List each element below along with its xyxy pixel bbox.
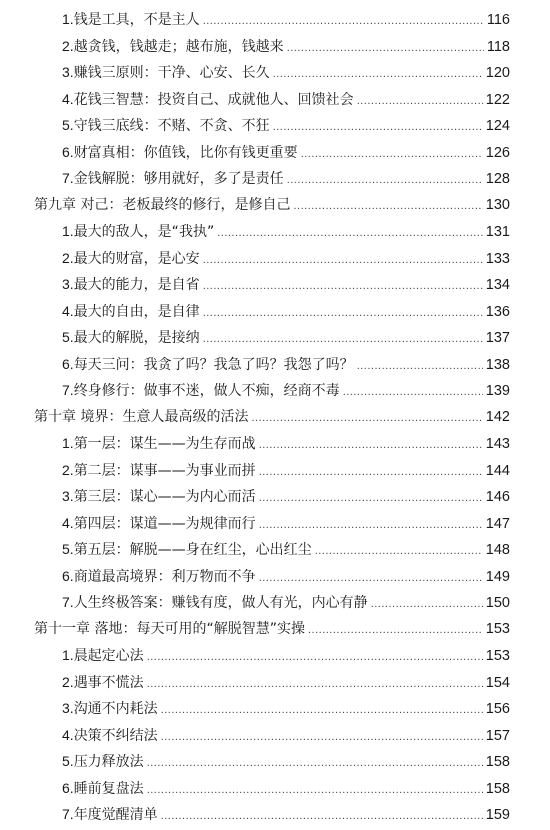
dot-leader — [161, 803, 483, 830]
entry-page-number: 153 — [485, 620, 510, 637]
toc-section-entry[interactable] — [0, 801, 550, 828]
entry-title: 商道最高境界：利万物而不争 — [73, 568, 256, 585]
dot-leader — [371, 591, 483, 618]
dot-leader — [259, 512, 483, 539]
entry-number: 6. — [62, 355, 74, 372]
dot-leader — [203, 273, 483, 300]
entry-title: 最大的敌人，是“我执” — [73, 224, 215, 240]
toc-section-entry[interactable] — [0, 324, 550, 351]
entry-page-number: 148 — [485, 542, 510, 558]
entry-title: 第二层：谋事——为事业而拼 — [73, 462, 256, 479]
toc-section-entry[interactable] — [0, 483, 550, 510]
dot-leader — [357, 88, 483, 115]
toc-section-entry[interactable] — [0, 775, 550, 802]
dot-leader — [293, 193, 482, 220]
dot-leader — [315, 538, 483, 565]
entry-number: 1. — [62, 223, 74, 239]
entry-title: 越贪钱，钱越走；越布施，钱越来 — [73, 38, 284, 55]
entry-title: 遇事不慌法 — [73, 674, 144, 691]
toc-chapter-entry[interactable] — [0, 192, 550, 219]
entry-page-number: 131 — [485, 224, 510, 240]
entry-title: 花钱三智慧：投资自己、成就他人、回馈社会 — [73, 91, 354, 108]
toc-section-entry[interactable] — [0, 748, 550, 775]
entry-page-number: 133 — [485, 250, 510, 267]
toc-section-entry[interactable] — [0, 669, 550, 696]
toc-section-entry[interactable] — [0, 351, 550, 378]
entry-title: 沟通不内耗法 — [73, 701, 158, 717]
entry-page-number: 156 — [485, 701, 510, 717]
toc-section-entry[interactable] — [0, 430, 550, 457]
dot-leader — [259, 432, 483, 459]
dot-leader — [203, 8, 484, 35]
entry-number: 3. — [62, 488, 74, 504]
dot-leader — [161, 724, 483, 751]
dot-leader — [259, 485, 483, 512]
entry-page-number: 157 — [485, 727, 510, 744]
entry-title: 人生终极答案：赚钱有度，做人有光，内心有静 — [73, 595, 368, 611]
entry-title: 第十一章 落地：每天可用的“解脱智慧”实操 — [34, 620, 305, 637]
entry-page-number: 138 — [485, 356, 510, 373]
dot-leader — [203, 247, 483, 274]
entry-title: 第三层：谋心——为内心而活 — [73, 489, 256, 505]
entry-number: 1. — [62, 435, 74, 451]
entry-page-number: 146 — [485, 489, 510, 505]
toc-section-entry[interactable] — [0, 112, 550, 139]
entry-number: 3. — [62, 276, 74, 292]
toc-section-entry[interactable] — [0, 536, 550, 563]
dot-leader — [287, 35, 484, 62]
toc-section-entry[interactable] — [0, 139, 550, 166]
dot-leader — [147, 777, 483, 804]
dot-leader — [203, 300, 483, 327]
dot-leader — [357, 353, 483, 380]
dot-leader — [203, 326, 483, 353]
entry-number: 1. — [62, 647, 74, 663]
dot-leader — [308, 617, 483, 644]
entry-title: 财富真相：你值钱，比你有钱更重要 — [73, 144, 298, 161]
entry-title: 第十章 境界：生意人最高级的活法 — [34, 408, 249, 425]
entry-page-number: 116 — [486, 12, 510, 28]
entry-title: 守钱三底线：不赌、不贪、不狂 — [73, 118, 270, 134]
entry-page-number: 147 — [485, 515, 510, 532]
entry-number: 5. — [62, 753, 74, 769]
toc-section-entry[interactable] — [0, 271, 550, 298]
dot-leader — [147, 671, 483, 698]
entry-number: 2. — [62, 37, 74, 54]
entry-title: 赚钱三原则：干净、心安、长久 — [73, 65, 270, 81]
toc-section-entry[interactable] — [0, 33, 550, 60]
toc-section-entry[interactable] — [0, 722, 550, 749]
entry-page-number: 143 — [485, 436, 510, 452]
dot-leader — [147, 750, 483, 777]
entry-title: 最大的解脱，是接纳 — [73, 330, 200, 346]
dot-leader — [273, 114, 483, 141]
entry-number: 6. — [62, 779, 74, 796]
entry-page-number: 159 — [485, 807, 510, 823]
dot-leader — [343, 379, 483, 406]
entry-number: 7. — [62, 382, 74, 398]
entry-number: 7. — [62, 806, 74, 822]
entry-number: 6. — [62, 143, 74, 160]
toc-section-entry[interactable] — [0, 589, 550, 616]
entry-page-number: 142 — [485, 408, 510, 425]
entry-page-number: 130 — [485, 196, 510, 213]
entry-title: 年度觉醒清单 — [73, 807, 158, 823]
entry-number: 3. — [62, 700, 74, 716]
entry-number: 6. — [62, 567, 74, 584]
entry-page-number: 149 — [485, 568, 510, 585]
entry-title: 第一层：谋生——为生存而战 — [73, 436, 256, 452]
entry-number: 4. — [62, 302, 74, 319]
dot-leader — [251, 405, 482, 432]
entry-title: 钱是工具，不是主人 — [73, 12, 200, 28]
entry-title: 晨起定心法 — [73, 648, 144, 664]
entry-number: 5. — [62, 329, 74, 345]
entry-title: 每天三问：我贪了吗？我急了吗？我怨了吗？ — [73, 356, 354, 373]
entry-page-number: 136 — [485, 303, 510, 320]
entry-page-number: 126 — [485, 144, 510, 161]
entry-title: 最大的能力，是自省 — [73, 277, 200, 293]
toc-section-entry[interactable] — [0, 563, 550, 590]
toc-section-entry[interactable] — [0, 642, 550, 669]
entry-number: 3. — [62, 64, 74, 80]
toc-section-entry[interactable] — [0, 377, 550, 404]
table-of-contents — [0, 6, 550, 828]
entry-number: 4. — [62, 90, 74, 107]
entry-page-number: 128 — [485, 171, 510, 187]
toc-section-entry[interactable] — [0, 457, 550, 484]
toc-chapter-entry[interactable] — [0, 404, 550, 431]
entry-number: 5. — [62, 117, 74, 133]
dot-leader — [217, 220, 483, 247]
entry-title: 睡前复盘法 — [73, 780, 144, 797]
entry-title: 金钱解脱：够用就好，多了是责任 — [73, 171, 284, 187]
entry-title: 第四层：谋道——为规律而行 — [73, 515, 256, 532]
entry-title: 第五层：解脱——身在红尘，心出红尘 — [73, 542, 312, 558]
entry-page-number: 158 — [485, 754, 510, 770]
dot-leader — [301, 141, 483, 168]
entry-page-number: 158 — [485, 780, 510, 797]
toc-section-entry[interactable] — [0, 59, 550, 86]
entry-number: 2. — [62, 461, 74, 478]
dot-leader — [259, 459, 483, 486]
entry-title: 终身修行：做事不迷，做人不痴，经商不毒 — [73, 383, 340, 399]
toc-section-entry[interactable] — [0, 165, 550, 192]
entry-number: 2. — [62, 673, 74, 690]
entry-page-number: 139 — [485, 383, 510, 399]
entry-page-number: 122 — [485, 91, 510, 108]
entry-page-number: 144 — [485, 462, 510, 479]
toc-section-entry[interactable] — [0, 695, 550, 722]
entry-number: 7. — [62, 170, 74, 186]
entry-page-number: 134 — [485, 277, 510, 293]
entry-title: 决策不纠结法 — [73, 727, 158, 744]
entry-page-number: 118 — [486, 38, 510, 55]
dot-leader — [287, 167, 483, 194]
entry-title: 最大的财富，是心安 — [73, 250, 200, 267]
entry-number: 4. — [62, 726, 74, 743]
dot-leader — [161, 697, 483, 724]
entry-number: 5. — [62, 541, 74, 557]
entry-number: 4. — [62, 514, 74, 531]
toc-section-entry[interactable] — [0, 6, 550, 33]
entry-title: 压力释放法 — [73, 754, 144, 770]
dot-leader — [147, 644, 483, 671]
toc-section-entry[interactable] — [0, 86, 550, 113]
dot-leader — [259, 565, 483, 592]
entry-page-number: 120 — [485, 65, 510, 81]
entry-number: 1. — [62, 11, 74, 27]
toc-section-entry[interactable] — [0, 218, 550, 245]
toc-section-entry[interactable] — [0, 245, 550, 272]
entry-page-number: 153 — [485, 648, 510, 664]
toc-section-entry[interactable] — [0, 510, 550, 537]
entry-number: 7. — [62, 594, 74, 610]
entry-page-number: 150 — [485, 595, 510, 611]
entry-number: 2. — [62, 249, 74, 266]
entry-page-number: 124 — [485, 118, 510, 134]
toc-chapter-entry[interactable] — [0, 616, 550, 643]
toc-section-entry[interactable] — [0, 298, 550, 325]
entry-page-number: 137 — [485, 330, 510, 346]
entry-page-number: 154 — [485, 674, 510, 691]
dot-leader — [273, 61, 483, 88]
entry-title: 最大的自由，是自律 — [73, 303, 200, 320]
entry-title: 第九章 对己：老板最终的修行，是修自己 — [34, 196, 291, 213]
